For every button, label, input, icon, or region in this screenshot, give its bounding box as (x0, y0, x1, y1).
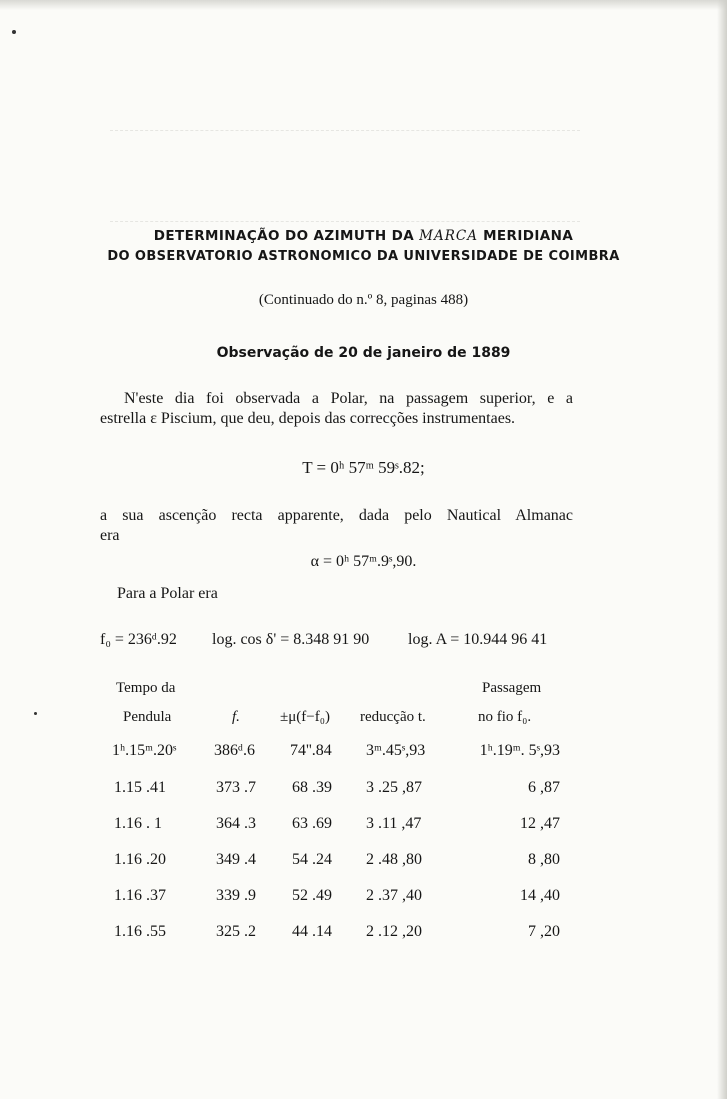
polar-log-cos: log. cos δ' = 8.348 91 90 (212, 631, 370, 648)
formula-T: T = 0ʰ 57ᵐ 59ˢ.82; (302, 458, 425, 477)
cell-f: 386ᵈ.6 (214, 742, 255, 759)
cell-tempo: 1.16 . 1 (114, 815, 162, 832)
header-f: f. (232, 709, 240, 725)
cell-passagem: 1ʰ.19ᵐ. 5ˢ,93 (479, 742, 560, 759)
cell-mu: 54 .24 (292, 851, 332, 868)
cell-f: 349 .4 (216, 851, 256, 868)
cell-reduccao: 2 .12 ,20 (366, 923, 422, 940)
header-reduccao: reducção t. (360, 709, 426, 725)
cell-passagem: 14 ,40 (520, 887, 560, 904)
header-tempo-line-1: Tempo da (116, 680, 176, 696)
cell-mu: 52 .49 (292, 887, 332, 904)
polar-f0: f₀ = 236ᵈ.92 (100, 631, 177, 648)
title-line-1: DETERMINAÇÃO DO AZIMUTH DA MARCA MERIDIANA (153, 228, 574, 244)
formula-alpha: α = 0ʰ 57ᵐ.9ˢ,90. (310, 553, 417, 570)
header-tempo-line-2: Pendula (123, 709, 172, 725)
paragraph-1-line-1: N'este dia foi observada a Polar, na passagem superior, e a (124, 390, 573, 407)
cell-mu: 63 .69 (292, 815, 332, 832)
cell-reduccao: 3ᵐ.45ˢ,93 (366, 742, 426, 759)
cell-passagem: 7 ,20 (528, 923, 560, 940)
polar-log-A: log. A = 10.944 96 41 (408, 631, 548, 648)
paragraph-2-line-1: a sua ascenção recta apparente, dada pelo Nautical Almanac (100, 507, 573, 524)
cell-tempo: 1ʰ.15ᵐ.20ˢ (112, 742, 177, 759)
header-passagem-line-1: Passagem (482, 680, 542, 696)
cell-tempo: 1.16 .37 (114, 887, 166, 904)
cell-tempo: 1.16 .20 (114, 851, 166, 868)
header-passagem-line-2: no fio f₀. (478, 709, 532, 725)
cell-mu: 44 .14 (292, 923, 332, 940)
scan-right-edge (717, 0, 727, 1099)
cell-f: 373 .7 (216, 779, 256, 796)
cell-reduccao: 3 .11 ,47 (366, 815, 422, 832)
paragraph-1-line-2: estrella ε Piscium, que deu, depois das correcções instrumentaes. (100, 410, 516, 427)
cell-f: 364 .3 (216, 815, 256, 832)
cell-tempo: 1.16 .55 (114, 923, 166, 940)
observation-heading: Observação de 20 de janeiro de 1889 (216, 345, 511, 361)
title-line-2: DO OBSERVATORIO ASTRONOMICO DA UNIVERSIDADE DE COIMBRA (107, 249, 620, 264)
cell-f: 325 .2 (216, 923, 256, 940)
margin-mark (34, 712, 37, 715)
header-mu: ±μ(f−f₀) (280, 709, 330, 725)
cell-reduccao: 3 .25 ,87 (366, 779, 422, 796)
paragraph-2-line-2: era (100, 527, 120, 544)
cell-mu: 68 .39 (292, 779, 332, 796)
margin-mark (12, 30, 16, 34)
cell-passagem: 8 ,80 (528, 851, 560, 868)
cell-passagem: 12 ,47 (520, 815, 560, 832)
cell-mu: 74''.84 (290, 742, 332, 759)
cell-passagem: 6 ,87 (528, 779, 560, 796)
cell-reduccao: 2 .37 ,40 (366, 887, 422, 904)
cell-tempo: 1.15 .41 (114, 779, 166, 796)
bleed-through-area (110, 130, 580, 222)
cell-reduccao: 2 .48 ,80 (366, 851, 422, 868)
polar-intro: Para a Polar era (117, 585, 218, 602)
scan-top-edge (0, 0, 727, 10)
continuation-note: (Continuado do n.º 8, paginas 488) (258, 292, 469, 308)
cell-f: 339 .9 (216, 887, 256, 904)
